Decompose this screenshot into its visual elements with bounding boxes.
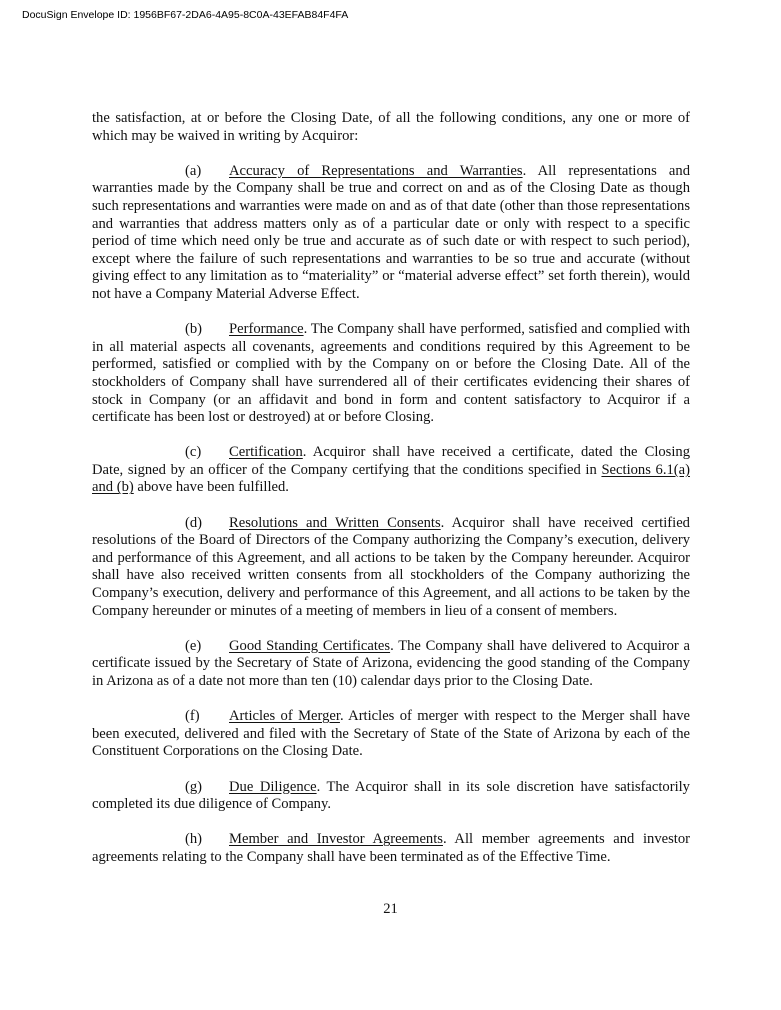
section-f — [92, 708, 690, 761]
page-number: 21 — [383, 901, 398, 917]
section-body: . The Company shall have performed, satisfied and complied with in all material aspects all covenants, agreements and conditions required by this Agreement to be performed, satisfied or complied with by the Company on or before the Closing Date. All of the stockholders of Company shall have surrendered all of their certificates evidencing their shares of stock in Company (or an affidavit and bond in form and content satisfactory to Acquiror if a certificate has been lost or destroyed) at or before Closing. — [92, 321, 690, 426]
section-body: . Acquiror shall have received certified resolutions of the Board of Directors of the Company authorizing the Company’s execution, delivery and performance of this Agreement, and all actions to be taken by the Company hereunder. Acquiror shall have also received written consents from all stockholders of the Company authorizing the Company’s execution, delivery and performance of this Agreement, and all actions to be taken by the Company hereunder or minutes of a meeting of members in lieu of a consent of members. — [92, 514, 690, 619]
section-heading: Articles of Merger — [229, 708, 340, 725]
section-label: (d) — [185, 514, 203, 531]
section-heading: Due Diligence — [229, 778, 317, 795]
section-label: (h) — [185, 831, 203, 848]
section-heading: Member and Investor Agreements — [229, 831, 443, 848]
section-body: . The Company shall have delivered to Acquiror a certificate issued by the Secretary of State of Arizona, evidencing the good standing of the Company in Arizona as of a date not more than ten (10) calendar days prior to the Closing Date. — [92, 637, 690, 689]
section-b — [92, 321, 690, 427]
section-heading: Performance — [229, 321, 304, 338]
section-heading: Accuracy of Representations and Warranties — [229, 162, 523, 179]
section-label: (f) — [185, 708, 200, 725]
section-body: . The Acquiror shall in its sole discretion have satisfactorily completed its due diligence of Company. — [92, 778, 690, 813]
section-g — [92, 779, 690, 814]
section-heading: Good Standing Certificates — [229, 637, 391, 654]
intro-paragraph: the satisfaction, at or before the Closing Date, of all the following conditions, any one or more of which may be waived in writing by Acquiror: — [92, 110, 690, 144]
section-label: (c) — [185, 444, 202, 461]
section-h — [92, 831, 690, 866]
section-reference: Sections 6.1(a) and (b) — [92, 461, 690, 496]
section-a — [92, 163, 690, 304]
section-d — [92, 515, 690, 621]
section-label: (b) — [185, 321, 203, 338]
section-label: (e) — [185, 637, 202, 654]
section-body: . All representations and warranties made by the Company shall be true and correct on and as of the Closing Date as though such representations and warranties were made on and as of that date (other than those representations and warranties that address matters only as of a particular date or only with respect to a specific period of time which need only be true and accurate as of such date or with respect to such period), except where the failure of such representations and warranties to be so true and accurate (without giving effect to any limitation as to “materiality” or “material adverse effect” set forth therein), would not have a Company Material Adverse Effect. — [92, 162, 690, 302]
section-heading: Resolutions and Written Consents — [229, 514, 441, 531]
section-body-after: above have been fulfilled. — [133, 479, 289, 496]
section-c — [92, 444, 690, 497]
section-e — [92, 638, 690, 691]
document-page — [92, 110, 690, 884]
docusign-envelope-id: DocuSign Envelope ID: 1956BF67-2DA6-4A95-8C0A-43EFAB84F4FA — [22, 9, 349, 21]
section-label: (g) — [185, 778, 203, 795]
section-body: . All member agreements and investor agreements relating to the Company shall have been terminated as of the Effective Time. — [92, 831, 690, 865]
section-body: . Articles of merger with respect to the Merger shall have been executed, delivered and filed with the Secretary of State of the State of Arizona by each of the Constituent Corporations on the Closing Date. — [92, 708, 691, 760]
section-heading: Certification — [229, 444, 303, 461]
section-body: . Acquiror shall have received a certificate, dated the Closing Date, signed by an officer of the Company certifying that the conditions specified in — [92, 444, 690, 478]
section-label: (a) — [185, 162, 202, 179]
